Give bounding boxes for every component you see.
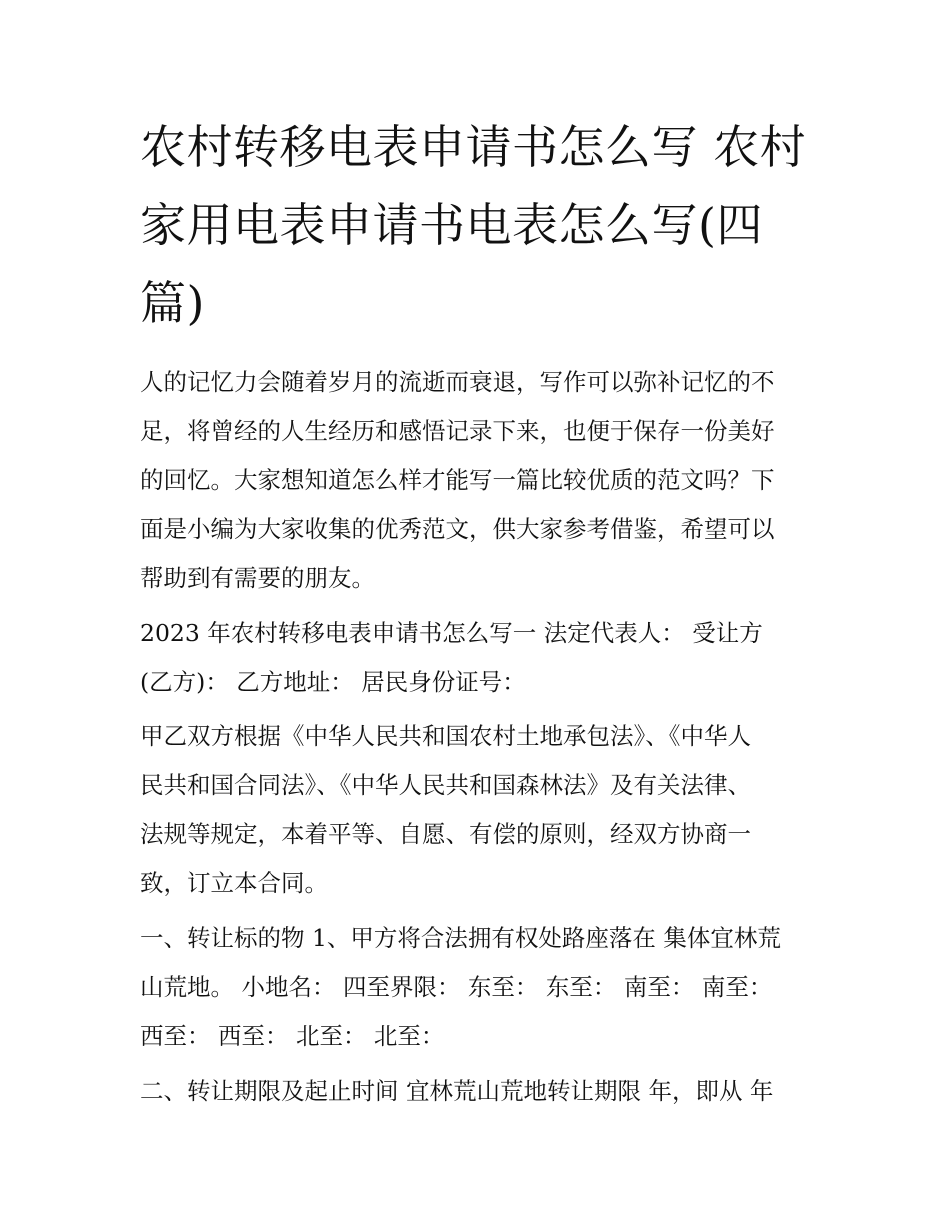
body-line: 二、转让期限及起止时间 宜林荒山荒地转让期限 年，即从 年 [140,1077,774,1105]
body-line: 民共和国合同法》、《中华人民共和国森林法》及有关法律、 [140,771,751,799]
body-line: 西至： 西至： 北至： 北至： [140,1022,445,1050]
body-line: 帮助到有需要的朋友。 [140,564,375,592]
body-line: 法规等规定，本着平等、自愿、有偿的原则，经双方协商一 [140,820,751,848]
body-line: 山荒地。 小地名： 四至界限： 东至： 东至： 南至： 南至： [140,973,773,1001]
body-line: 一、转让标的物 1、甲方将合法拥有权处路座落在 集体宜林荒 [140,924,781,952]
body-line: 致，订立本合同。 [140,869,328,897]
document-title: 农村转移电表申请书怎么写 农村家用电表申请书电表怎么写(四篇) [140,120,807,330]
body-line: 2023 年农村转移电表申请书怎么写一 法定代表人： 受让方 [140,619,763,647]
body-line: 甲乙双方根据《中华人民共和国农村土地承包法》、《中华人 [140,722,751,750]
body-line: (乙方)： 乙方地址： 居民身份证号： [140,668,526,696]
body-line: 足，将曾经的人生经历和感悟记录下来，也便于保存一份美好 [140,417,775,445]
body-line: 人的记忆力会随着岁月的流逝而衰退，写作可以弥补记忆的不 [140,368,775,396]
body-line: 面是小编为大家收集的优秀范文，供大家参考借鉴，希望可以 [140,515,775,543]
body-line: 的回忆。大家想知道怎么样才能写一篇比较优质的范文吗？下 [140,466,775,494]
